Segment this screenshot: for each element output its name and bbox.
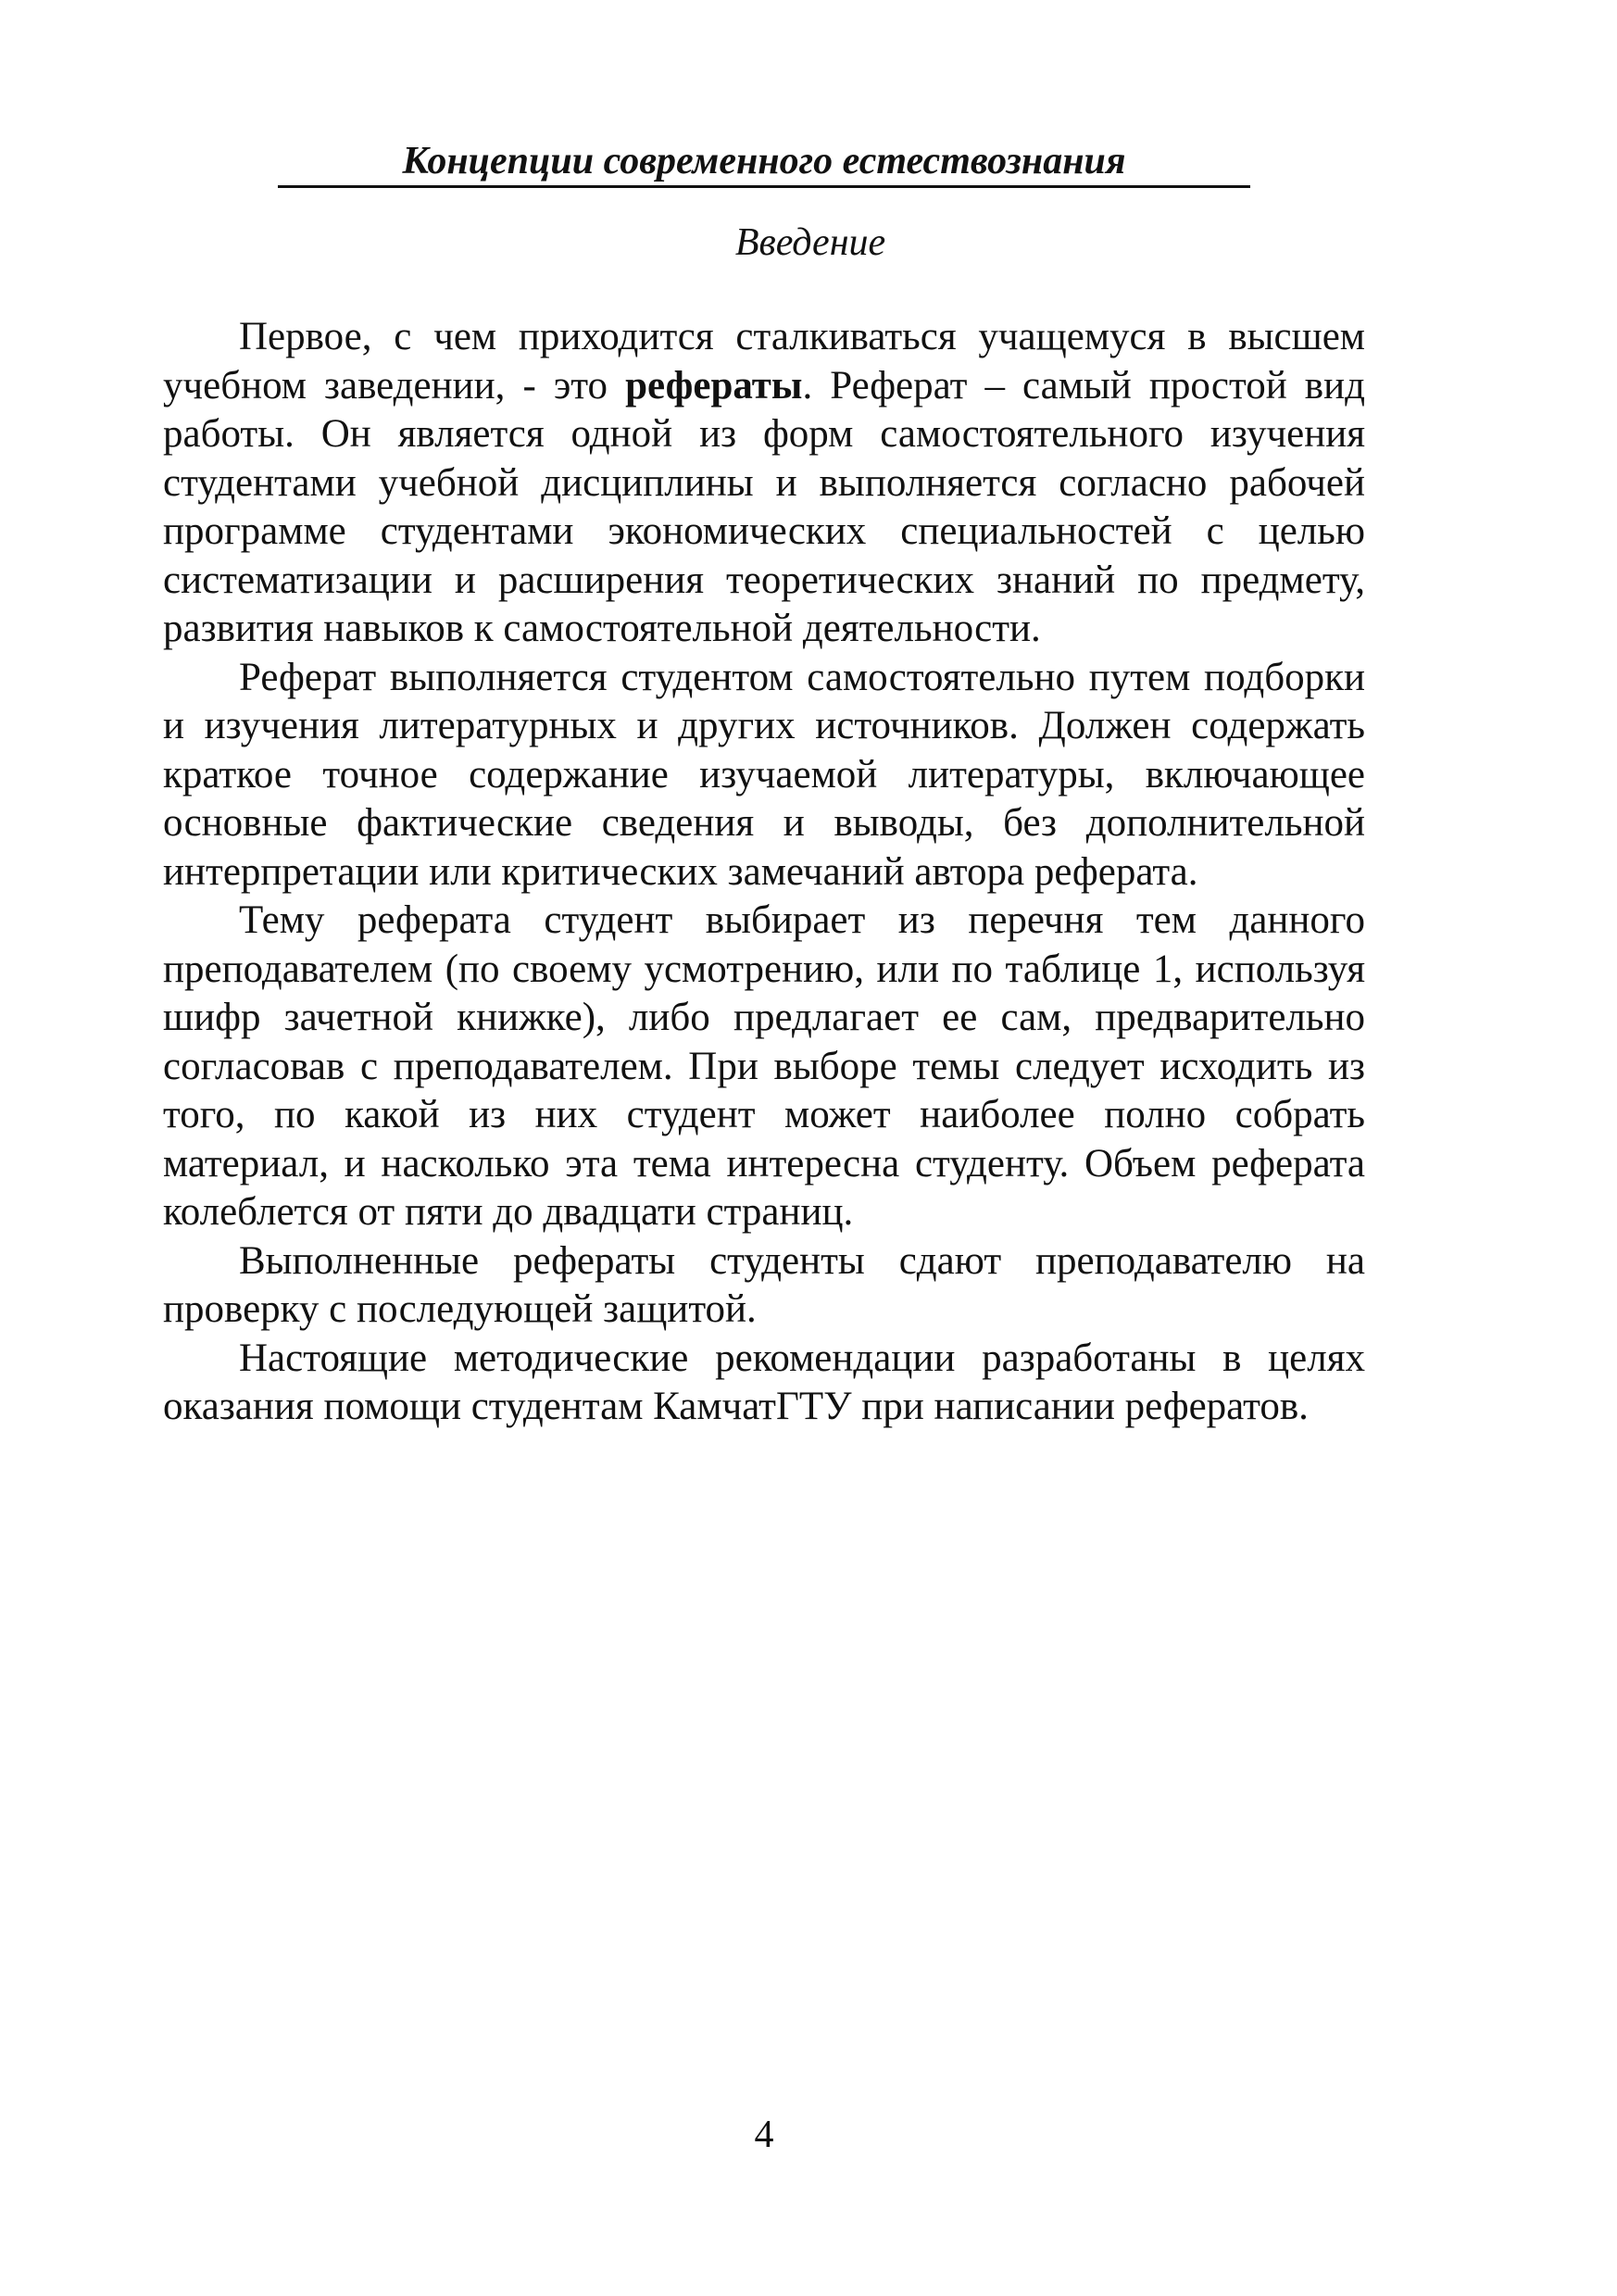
paragraph-1-start: Первое, с чем приходится сталкиваться учащемуся в высшем учебном заведении, - это	[163, 315, 1365, 408]
paragraph-1	[163, 313, 1365, 654]
paragraph-1-end: . Реферат – самый простой вид работы. Он является одной из форм самостоятельного изучения студентами учебной дисциплины и выполняется согласно рабочей программе студентами экономических специальностей с целью систематизации и расширения теоретических знаний по предмету, развития навыков к самостоятельной деятельности.	[163, 363, 1365, 650]
paragraph-5: Настоящие методические рекомендации разработаны в целях оказания помощи студентам КамчатГТУ при написании рефератов.	[163, 1336, 1365, 1428]
running-header: Концепции современного естествознания	[278, 137, 1250, 188]
paragraph-3: Тему реферата студент выбирает из перечня тем данного преподавателем (по своему усмотрению, или по таблице 1, используя шифр зачетной книжке), либо предлагает ее сам, предварительно согласовав с преподавателем. При выборе темы следует исходить из того, по какой из них студент может наиболее полно собрать материал, и насколько эта тема интересна студенту. Объем реферата колеблется от пяти до двадцати страниц.	[163, 898, 1365, 1234]
section-title: Введение	[734, 221, 886, 264]
body-text	[163, 313, 1365, 1432]
page-number: 4	[754, 2114, 774, 2156]
paragraph-4: Выполненные рефераты студенты сдают преподавателю на проверку с последующей защитой.	[163, 1238, 1365, 1331]
paragraph-2: Реферат выполняется студентом самостоятельно путем подборки и изучения литературных и других источников. Должен содержать краткое точное содержание изучаемой литературы, включающее основные фактические сведения и выводы, без дополнительной интерпретации или критических замечаний автора реферата.	[163, 655, 1365, 894]
bold-term-referaty: рефераты	[625, 363, 803, 408]
